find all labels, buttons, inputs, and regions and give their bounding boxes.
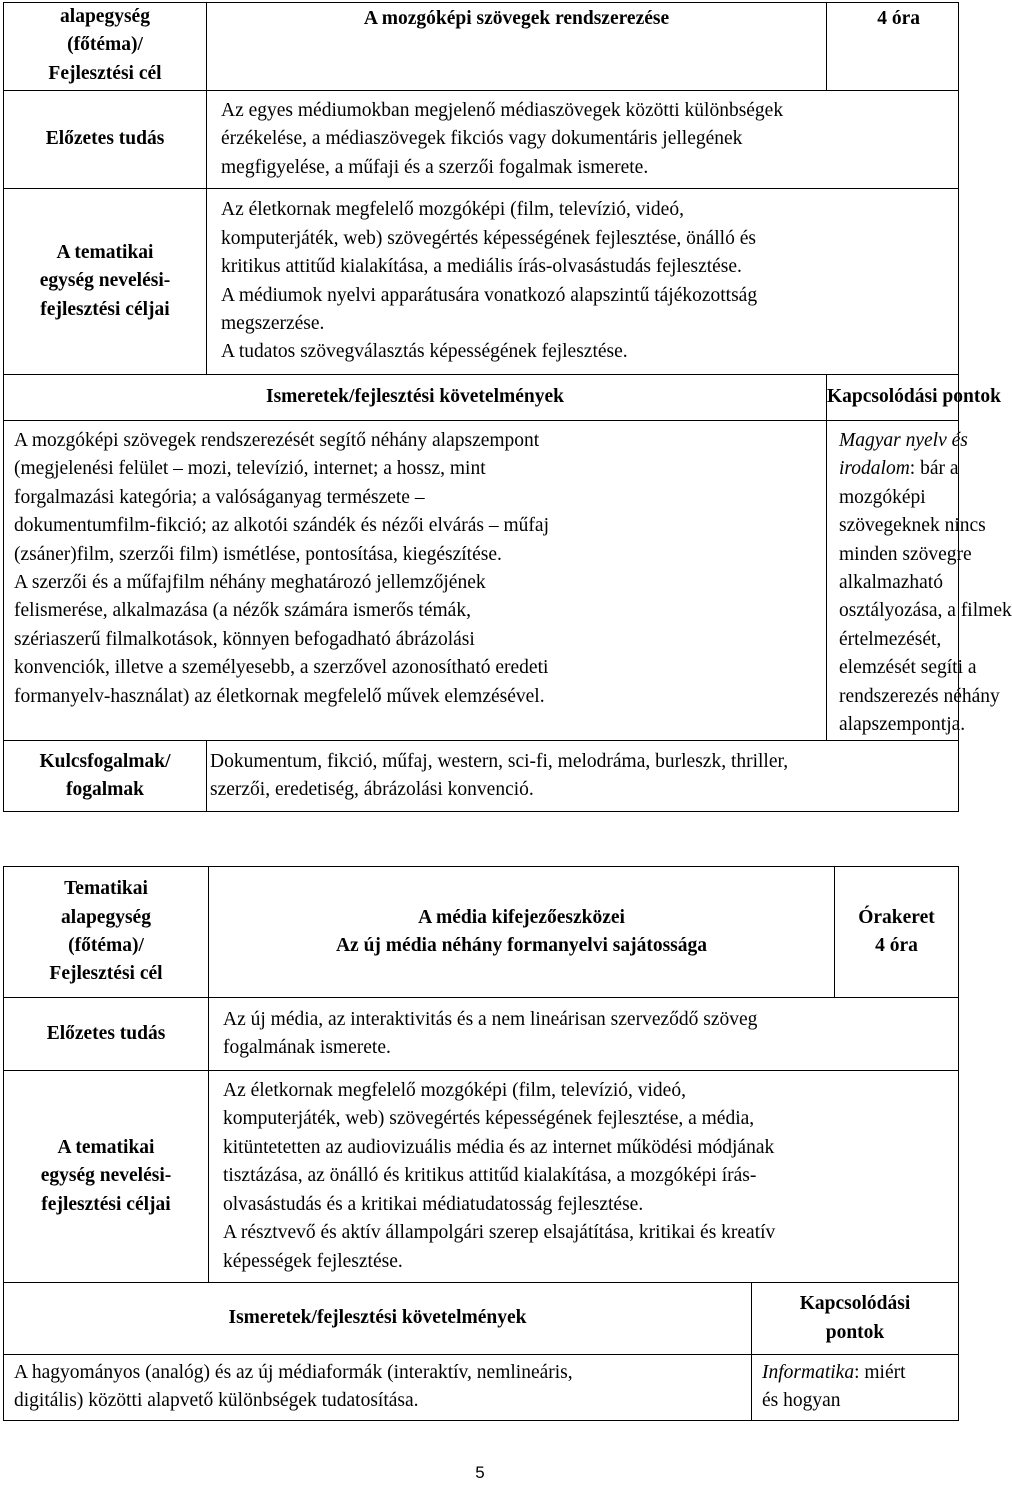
text-line: érzékelése, a médiaszövegek fikciós vagy dokumentáris jellegének bbox=[221, 128, 743, 150]
text-line: A résztvevő és aktív állampolgári szerep elsajátítása, kritikai és kreatív bbox=[223, 1222, 776, 1244]
hours-value: 4 óra bbox=[875, 935, 918, 956]
connection-subject: Informatika bbox=[762, 1362, 855, 1383]
prior-knowledge-label: Előzetes tudás bbox=[46, 1022, 166, 1044]
topic-title: A média kifejezőeszközei bbox=[418, 906, 625, 928]
goals-label-line: fejlesztési céljai bbox=[40, 298, 170, 320]
text-line: felismerése, alkalmazása (a nézők számára ismerős témák, bbox=[14, 600, 471, 622]
topic-row bbox=[4, 3, 959, 91]
connection-line: és hogyan bbox=[762, 1390, 841, 1412]
hours-cell bbox=[827, 3, 959, 91]
goals-row bbox=[4, 189, 959, 375]
hours-cell bbox=[835, 867, 959, 998]
keywords-text-cell bbox=[207, 741, 959, 812]
text-line: Az egyes médiumokban megjelenő médiaszövegek közötti különbségek bbox=[221, 99, 784, 121]
connection-line: alkalmazható bbox=[839, 572, 943, 594]
text-line: Az életkornak megfelelő mozgóképi (film, televízió, videó, bbox=[223, 1080, 686, 1102]
keywords-label-line: fogalmak bbox=[66, 779, 144, 800]
content-row bbox=[4, 1355, 959, 1421]
text-line: A médiumok nyelvi apparátusára vonatkozó alapszintű tájékozottság bbox=[221, 284, 758, 306]
connection-line: mozgóképi bbox=[839, 486, 926, 508]
requirements-text-cell bbox=[4, 1355, 752, 1421]
prior-knowledge-label-cell bbox=[4, 998, 209, 1071]
text-line: megszerzése. bbox=[221, 312, 325, 334]
text-line: A szerzői és a műfajfilm néhány meghatározó jellemzőjének bbox=[14, 572, 486, 594]
text-line: olvasástudás és a kritikai médiatudatosság fejlesztése. bbox=[223, 1193, 644, 1215]
connection-line: minden szövegre bbox=[839, 543, 972, 565]
text-line: digitális) közötti alapvető különbségek tudatosítása. bbox=[14, 1390, 419, 1412]
text-line: (zsáner)film, szerzői film) ismétlése, pontosítása, kiegészítése. bbox=[14, 543, 502, 565]
goals-label-line: fejlesztési céljai bbox=[41, 1193, 171, 1215]
topic-label-line: alapegység bbox=[60, 6, 150, 27]
goals-text-cell bbox=[209, 1071, 959, 1283]
topic-title: A mozgóképi szövegek rendszerezése bbox=[363, 8, 670, 29]
topic-label-line: (főtéma)/ bbox=[67, 34, 143, 56]
prior-knowledge-text-cell bbox=[209, 998, 959, 1071]
requirements-header: Ismeretek/fejlesztési követelmények bbox=[266, 386, 564, 408]
text-line: komputerjáték, web) szövegértés képességének fejlesztése, a média, bbox=[223, 1108, 755, 1130]
connections-text-cell bbox=[752, 1355, 959, 1421]
connection-line: elemzését segíti a bbox=[839, 657, 977, 679]
text-line: tisztázása, az önálló és kritikus attitűd kialakítása, a mozgóképi írás- bbox=[223, 1165, 757, 1187]
goals-label-line: A tematikai bbox=[56, 241, 154, 263]
goals-label-cell bbox=[4, 189, 207, 375]
keywords-label-cell bbox=[4, 741, 207, 812]
requirements-header-cell bbox=[4, 375, 827, 421]
connection-line bbox=[839, 455, 958, 483]
topic-label-cell bbox=[4, 867, 209, 998]
connection-subject: irodalom bbox=[839, 458, 910, 480]
connections-header: Kapcsolódási pontok bbox=[827, 386, 1001, 408]
requirements-text-cell bbox=[4, 421, 827, 741]
keywords-label-line: Kulcsfogalmak/ bbox=[39, 750, 171, 772]
connection-line: szövegeknek nincs bbox=[839, 515, 986, 537]
connection-line: alapszempontja. bbox=[839, 714, 966, 736]
connections-header: Kapcsolódási bbox=[799, 1293, 911, 1315]
goals-label-line: egység nevelési- bbox=[40, 1165, 172, 1187]
connections-header: pontok bbox=[825, 1321, 885, 1343]
topic-subtitle: Az új média néhány formanyelvi sajátossága bbox=[335, 935, 708, 956]
text-line: konvenciók, illetve a személyesebb, a szerzővel azonosítható eredeti bbox=[14, 657, 549, 679]
goals-label-line: A tematikai bbox=[57, 1136, 155, 1158]
content-row bbox=[4, 421, 959, 741]
connection-line: osztályozása, a filmek bbox=[839, 600, 1012, 622]
connection-text: : bár a bbox=[909, 458, 959, 480]
text-line: formanyelv-használat) az életkornak megfelelő művek elemzésével. bbox=[14, 685, 545, 707]
prior-knowledge-row bbox=[4, 998, 959, 1071]
topic-label-line: Fejlesztési cél bbox=[48, 62, 162, 84]
text-line: (megjelenési felület – mozi, televízió, internet; a hossz, mint bbox=[14, 458, 486, 480]
goals-text-cell bbox=[207, 189, 959, 375]
text-line: szériaszerű filmalkotások, könnyen befogadható ábrázolási bbox=[14, 628, 475, 650]
connections-text-cell bbox=[827, 421, 1012, 741]
topic-row bbox=[4, 867, 959, 998]
connections-header-cell bbox=[752, 1283, 959, 1355]
text-line: A mozgóképi szövegek rendszerezését segítő néhány alapszempont bbox=[14, 430, 540, 451]
page-number: 5 bbox=[475, 1463, 485, 1482]
hours-value: 4 óra bbox=[877, 8, 920, 29]
text-line: A hagyományos (analóg) és az új médiaformák (interaktív, nemlineáris, bbox=[14, 1362, 573, 1383]
connection-line bbox=[762, 1359, 958, 1387]
connections-header-cell bbox=[827, 375, 1001, 421]
text-line: forgalmazási kategória; a valóságanyag természete – bbox=[14, 486, 425, 508]
topic-title-cell bbox=[209, 867, 835, 998]
topic-label-line: (főtéma)/ bbox=[68, 935, 144, 956]
text-line: dokumentumfilm-fikció; az alkotói szándék és nézői elvárás – műfaj bbox=[14, 515, 549, 537]
keywords-row bbox=[4, 741, 959, 812]
curriculum-table-1 bbox=[3, 2, 1012, 812]
text-line: fogalmának ismerete. bbox=[223, 1037, 391, 1058]
prior-knowledge-label: Előzetes tudás bbox=[45, 128, 165, 150]
topic-label-line: Fejlesztési cél bbox=[49, 963, 163, 985]
text-line: megfigyelése, a műfaji és a szerzői fogalmak ismerete. bbox=[221, 156, 649, 178]
connection-line: rendszerezés néhány bbox=[839, 685, 1000, 707]
content-header-row bbox=[4, 1283, 959, 1355]
text-line: Az új média, az interaktivitás és a nem lineárisan szerveződő szöveg bbox=[223, 1008, 758, 1030]
content-header-row bbox=[4, 375, 959, 421]
prior-knowledge-label-cell bbox=[4, 91, 207, 189]
hours-label: Órakeret bbox=[858, 906, 935, 928]
text-line: kitüntetetten az audiovizuális média és az internet működési módjának bbox=[223, 1136, 775, 1158]
goals-row bbox=[4, 1071, 959, 1283]
topic-label-cell bbox=[4, 3, 207, 91]
curriculum-table-2 bbox=[3, 866, 959, 1421]
text-line: komputerjáték, web) szövegértés képességének fejlesztése, önálló és bbox=[221, 227, 756, 249]
text-line: képességek fejlesztése. bbox=[223, 1250, 403, 1272]
goals-label-cell bbox=[4, 1071, 209, 1283]
connection-line: értelmezését, bbox=[839, 628, 942, 650]
text-line: szerzői, eredetiség, ábrázolási konvenció. bbox=[210, 779, 534, 800]
topic-label-line: Tematikai bbox=[64, 878, 148, 900]
requirements-header: Ismeretek/fejlesztési követelmények bbox=[228, 1307, 527, 1329]
goals-label-line: egység nevelési- bbox=[39, 270, 171, 292]
topic-title-cell bbox=[207, 3, 827, 91]
text-line: Dokumentum, fikció, műfaj, western, sci-fi, melodráma, burleszk, thriller, bbox=[210, 750, 789, 772]
topic-label-line: alapegység bbox=[61, 906, 151, 928]
text-line: Az életkornak megfelelő mozgóképi (film, televízió, videó, bbox=[221, 199, 684, 221]
connection-subject: Magyar nyelv és bbox=[839, 430, 968, 451]
requirements-header-cell bbox=[4, 1283, 752, 1355]
prior-knowledge-row bbox=[4, 91, 959, 189]
connection-text: : miért bbox=[854, 1362, 906, 1383]
prior-knowledge-text-cell bbox=[207, 91, 959, 189]
text-line: A tudatos szövegválasztás képességének fejlesztése. bbox=[221, 341, 628, 363]
text-line: kritikus attitűd kialakítása, a mediális írás-olvasástudás fejlesztése. bbox=[221, 256, 742, 278]
